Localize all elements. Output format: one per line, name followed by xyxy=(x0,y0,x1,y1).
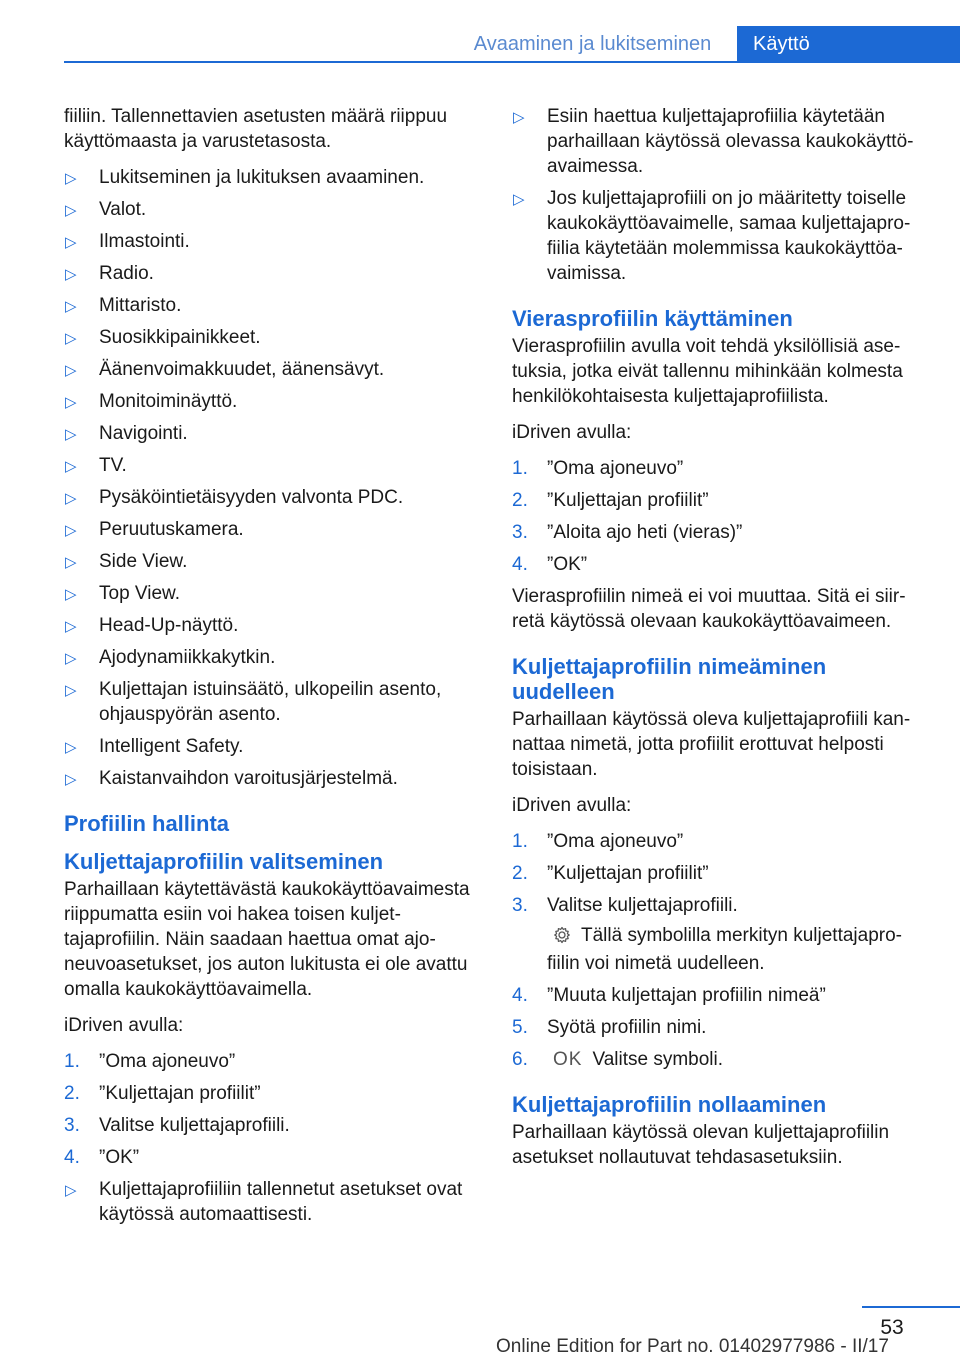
triangle-bullet-icon: ▷ xyxy=(65,234,77,251)
list-item xyxy=(64,357,476,382)
list-item-text: ”Aloita ajo heti (vieras)” xyxy=(547,522,743,543)
step-number: 1. xyxy=(64,1051,80,1072)
triangle-bullet-icon: ▷ xyxy=(65,618,77,635)
list-item-text: ”Kuljettajan profiilit” xyxy=(547,863,709,884)
list-item-text: Valot. xyxy=(99,199,147,220)
list-item xyxy=(512,104,928,179)
list-item-text: ”Oma ajoneuvo” xyxy=(547,831,684,852)
page-number: 53 xyxy=(880,1316,904,1339)
gear-note-text: Tällä symbolilla merkityn kuljettajaprofiilin voi nimetä uudelleen. xyxy=(547,925,902,974)
list-item xyxy=(512,861,928,886)
triangle-bullet-icon: ▷ xyxy=(65,739,77,756)
step-number: 6. xyxy=(512,1049,528,1070)
list-item xyxy=(64,165,476,190)
list-item-text: Esiin haettua kuljettajaprofiilia käytetään parhaillaan käytössä olevassa kaukokäyttöavaimessa. xyxy=(547,106,914,177)
triangle-bullet-icon: ▷ xyxy=(513,109,525,126)
list-item-text: Peruutuskamera. xyxy=(99,519,244,540)
guest-note: Vierasprofiilin nimeä ei voi muuttaa. Sitä ei siirretä käytössä olevaan kaukokäyttöavaimeen. xyxy=(512,586,906,632)
triangle-bullet-icon: ▷ xyxy=(65,682,77,699)
select-bullet-list xyxy=(64,1177,476,1227)
list-item xyxy=(64,261,476,286)
list-item xyxy=(512,456,928,481)
list-item-text: Kuljettajaprofiiliin tallennetut asetukset ovat käytössä automaattisesti. xyxy=(99,1179,463,1225)
list-item xyxy=(64,1177,476,1227)
list-item-text: ”Oma ajoneuvo” xyxy=(99,1051,236,1072)
list-item-text: Valitse kuljettajaprofiili. xyxy=(99,1115,290,1136)
list-item-text: ”Muuta kuljettajan profiilin nimeä” xyxy=(547,985,826,1006)
list-item xyxy=(64,453,476,478)
step-number: 1. xyxy=(512,458,528,479)
triangle-bullet-icon: ▷ xyxy=(65,586,77,603)
list-item-text: Radio. xyxy=(99,263,154,284)
list-item-text: Valitse symboli. xyxy=(592,1049,724,1070)
list-item-text: Mittaristo. xyxy=(99,295,182,316)
list-item-text: ”OK” xyxy=(547,554,588,575)
triangle-bullet-icon: ▷ xyxy=(65,771,77,788)
triangle-bullet-icon: ▷ xyxy=(65,490,77,507)
right-bullet-list xyxy=(512,104,928,286)
settings-list xyxy=(64,165,476,791)
list-item xyxy=(64,1049,476,1074)
list-item xyxy=(64,517,476,542)
step-number: 2. xyxy=(512,490,528,511)
list-item-text: TV. xyxy=(99,455,127,476)
list-item-text: Ajodynamiikkakytkin. xyxy=(99,647,276,668)
reset-text: Parhaillaan käytössä olevan kuljettajaprofiilin asetukset nollautuvat tehdasasetuksiin. xyxy=(512,1122,890,1168)
list-item xyxy=(64,645,476,670)
list-item xyxy=(512,893,928,918)
list-item-text: Kaistanvaihdon varoitusjärjestelmä. xyxy=(99,768,398,789)
triangle-bullet-icon: ▷ xyxy=(65,394,77,411)
list-item xyxy=(64,485,476,510)
list-item-text: Navigointi. xyxy=(99,423,188,444)
step-number: 3. xyxy=(512,895,528,916)
rename-steps-continued xyxy=(512,983,928,1072)
list-item xyxy=(64,1145,476,1170)
intro-text: fiiliin. Tallennettavien asetusten määrä riippuu käyttömaasta ja varustetasosta. xyxy=(64,106,448,152)
gear-icon xyxy=(553,926,571,951)
heading-rename-profile: Kuljettajaprofiilin nimeäminen uudelleen xyxy=(512,654,827,704)
list-item xyxy=(64,325,476,350)
triangle-bullet-icon: ▷ xyxy=(65,522,77,539)
list-item-text: Head-Up-näyttö. xyxy=(99,615,239,636)
list-item xyxy=(64,677,476,727)
list-item-text: Syötä profiilin nimi. xyxy=(547,1017,707,1038)
ok-symbol-icon: OK xyxy=(553,1049,583,1070)
step-number: 4. xyxy=(512,985,528,1006)
list-item xyxy=(64,581,476,606)
right-column xyxy=(512,104,928,1181)
list-item-text: Kuljettajan istuinsäätö, ulkopeilin asento, ohjauspyörän asento. xyxy=(99,679,442,725)
list-item xyxy=(64,389,476,414)
list-item xyxy=(512,186,928,286)
select-text: Parhaillaan käytettävästä kaukokäyttöavaimesta riippumatta esiin voi hakea toisen kuljettajaprofiilin. Näin saadaan haettua omat ajoneuvoasetukset, jos auton lukitusta ei ole avattu omalla kaukokäyttöavaimella. xyxy=(64,879,470,1000)
list-item xyxy=(64,613,476,638)
heading-select-profile: Kuljettajaprofiilin valitseminen xyxy=(64,849,384,874)
list-item-text: ”Kuljettajan profiilit” xyxy=(99,1083,261,1104)
footer-edition: Online Edition for Part no. 01402977986 - II/17 xyxy=(496,1336,889,1357)
guest-text: Vierasprofiilin avulla voit tehdä yksilöllisiä asetuksia, jotka eivät tallennu mihinkään kolmesta henkilökohtaisesta kuljettajaprofiilista. xyxy=(512,336,903,407)
step-number: 3. xyxy=(512,522,528,543)
list-item-text: Valitse kuljettajaprofiili. xyxy=(547,895,738,916)
step-number: 4. xyxy=(64,1147,80,1168)
list-item-text: Äänenvoimakkuudet, äänensävyt. xyxy=(99,359,385,380)
triangle-bullet-icon: ▷ xyxy=(65,330,77,347)
select-steps xyxy=(64,1049,476,1170)
list-item xyxy=(64,1081,476,1106)
triangle-bullet-icon: ▷ xyxy=(65,266,77,283)
list-item-text: Jos kuljettajaprofiili on jo määritetty toiselle kaukokäyttöavaimelle, samaa kuljettajaprofiilia käytetään molemmissa kaukokäyttöavaimissa. xyxy=(547,188,911,284)
list-item-text: Pysäköintietäisyyden valvonta PDC. xyxy=(99,487,404,508)
list-item-text: Intelligent Safety. xyxy=(99,736,244,757)
triangle-bullet-icon: ▷ xyxy=(65,650,77,667)
list-item xyxy=(512,552,928,577)
list-item xyxy=(64,293,476,318)
list-item-text: ”Oma ajoneuvo” xyxy=(547,458,684,479)
rename-text: Parhaillaan käytössä oleva kuljettajaprofiili kannattaa nimetä, jotta profiilit erottuvat helposti toisistaan. xyxy=(512,709,911,780)
step-number: 2. xyxy=(512,863,528,884)
guest-steps xyxy=(512,456,928,577)
list-item xyxy=(512,1047,928,1072)
list-item xyxy=(512,983,928,1008)
triangle-bullet-icon: ▷ xyxy=(65,426,77,443)
header-rule xyxy=(64,61,960,63)
rename-steps xyxy=(512,829,928,918)
triangle-bullet-icon: ▷ xyxy=(65,1182,77,1199)
triangle-bullet-icon: ▷ xyxy=(65,298,77,315)
triangle-bullet-icon: ▷ xyxy=(65,170,77,187)
triangle-bullet-icon: ▷ xyxy=(65,554,77,571)
list-item-text: Suosikkipainikkeet. xyxy=(99,327,261,348)
step-number: 1. xyxy=(512,831,528,852)
list-item-text: ”OK” xyxy=(99,1147,140,1168)
gear-note xyxy=(512,923,928,976)
chapter-tab: Käyttö xyxy=(737,26,960,62)
list-item xyxy=(512,488,928,513)
step-number: 5. xyxy=(512,1017,528,1038)
triangle-bullet-icon: ▷ xyxy=(65,458,77,475)
idrive-label: iDriven avulla: xyxy=(512,795,632,816)
list-item xyxy=(64,766,476,791)
list-item xyxy=(64,229,476,254)
step-number: 4. xyxy=(512,554,528,575)
list-item-text: ”Kuljettajan profiilit” xyxy=(547,490,709,511)
heading-reset-profile: Kuljettajaprofiilin nollaaminen xyxy=(512,1092,827,1117)
heading-guest-profile: Vierasprofiilin käyttäminen xyxy=(512,306,793,331)
triangle-bullet-icon: ▷ xyxy=(65,202,77,219)
list-item xyxy=(512,829,928,854)
idrive-label: iDriven avulla: xyxy=(512,422,632,443)
list-item-text: Ilmastointi. xyxy=(99,231,190,252)
list-item xyxy=(64,197,476,222)
step-number: 2. xyxy=(64,1083,80,1104)
idrive-label: iDriven avulla: xyxy=(64,1015,184,1036)
list-item-text: Monitoiminäyttö. xyxy=(99,391,238,412)
section-title: Avaaminen ja lukitseminen xyxy=(473,33,712,55)
page-header xyxy=(0,0,960,64)
list-item xyxy=(64,734,476,759)
left-column xyxy=(64,104,476,1234)
list-item xyxy=(64,549,476,574)
step-number: 3. xyxy=(64,1115,80,1136)
list-item xyxy=(512,1015,928,1040)
triangle-bullet-icon: ▷ xyxy=(513,191,525,208)
list-item xyxy=(64,421,476,446)
list-item-text: Lukitseminen ja lukituksen avaaminen. xyxy=(99,167,425,188)
triangle-bullet-icon: ▷ xyxy=(65,362,77,379)
list-item xyxy=(512,520,928,545)
list-item-text: Top View. xyxy=(99,583,180,604)
list-item xyxy=(64,1113,476,1138)
list-item-text: Side View. xyxy=(99,551,188,572)
footer-rule xyxy=(862,1306,960,1308)
heading-profile-management: Profiilin hallinta xyxy=(64,811,230,836)
